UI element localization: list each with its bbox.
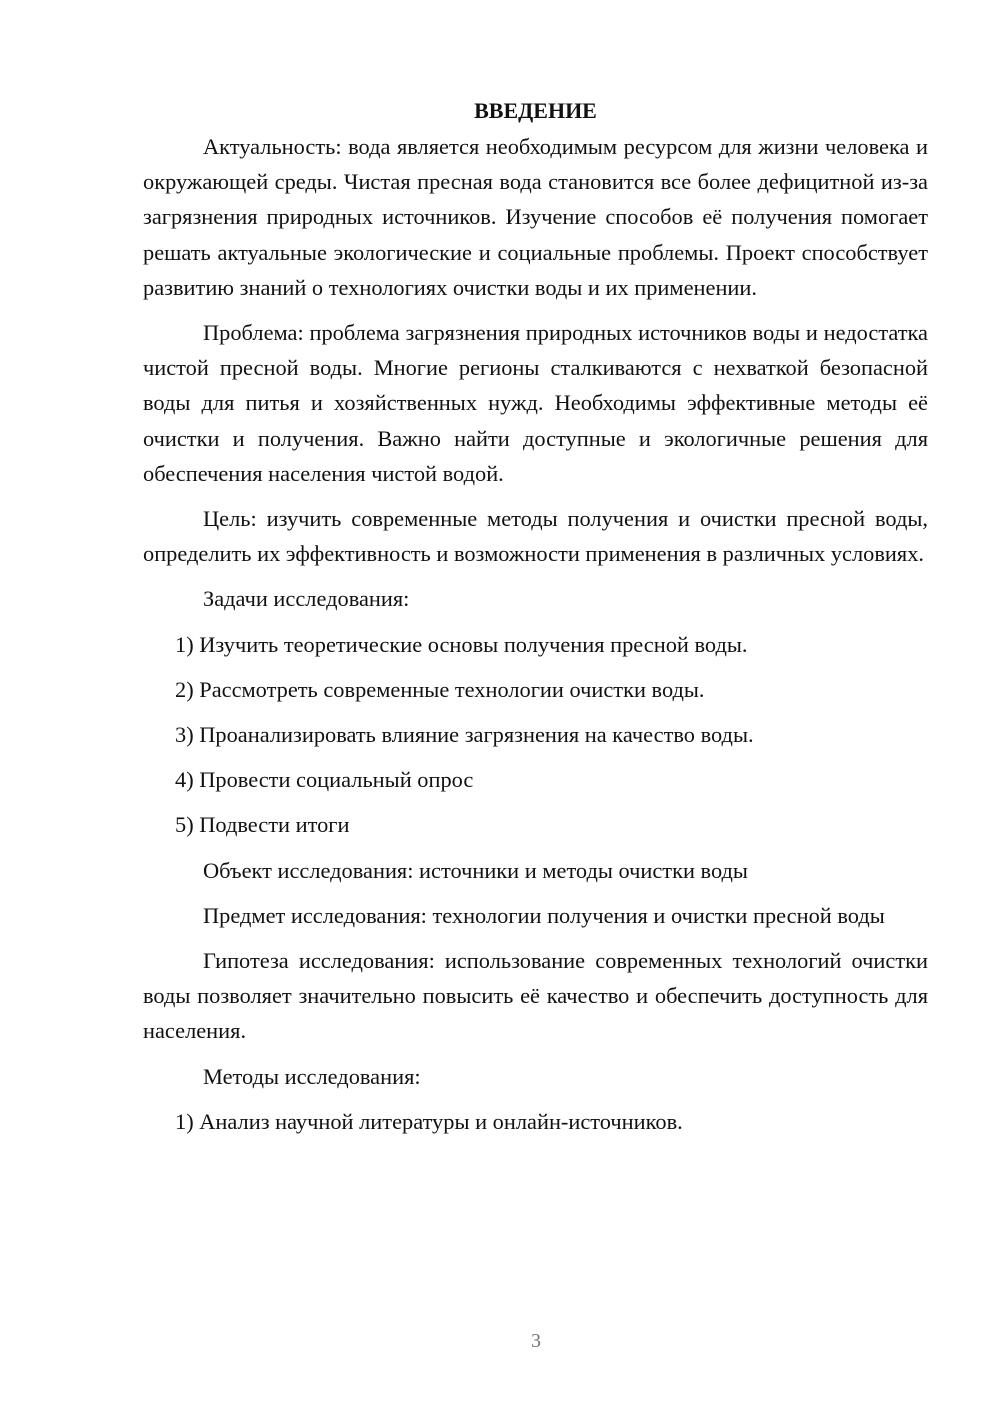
section-heading: ВВЕДЕНИЕ <box>474 98 597 123</box>
list-item: 1) Анализ научной литературы и онлайн-источников. <box>175 1108 683 1134</box>
list-item: 5) Подвести итоги <box>175 812 350 838</box>
list-item: 4) Провести социальный опрос <box>175 767 474 793</box>
relevance-paragraph: Актуальность: вода является необходимым ресурсом для жизни человека и окружающей среды. Чистая пресная вода становится все более дефицитной из-за загрязнения природных источников. Изучение способов её получения помогает решать актуальные экологические и социальные проблемы. Проект способствует развитию знаний о технологиях очистки воды и их применении. <box>143 134 928 300</box>
problem-paragraph: Проблема: проблема загрязнения природных источников воды и недостатка чистой пресной воды. Многие регионы сталкиваются с нехваткой безопасной воды для питья и хозяйственных нужд. Необходимы эффективные методы её очистки и получения. Важно найти доступные и экологичные решения для обеспечения населения чистой водой. <box>143 320 928 486</box>
tasks-label: Задачи исследования: <box>203 586 410 612</box>
document-body <box>143 93 928 1149</box>
goal-paragraph: Цель: изучить современные методы получения и очистки пресной воды, определить их эффективность и возможности применения в различных условиях. <box>143 506 928 567</box>
tasks-list <box>143 627 928 843</box>
methods-label: Методы исследования: <box>203 1063 421 1089</box>
list-item: 2) Рассмотреть современные технологии очистки воды. <box>175 676 705 702</box>
list-item: 1) Изучить теоретические основы получения пресной воды. <box>175 631 748 657</box>
object-paragraph: Объект исследования: источники и методы очистки воды <box>203 857 748 883</box>
page-number: 3 <box>531 1330 541 1352</box>
list-item: 3) Проанализировать влияние загрязнения на качество воды. <box>175 722 754 748</box>
hypothesis-paragraph: Гипотеза исследования: использование современных технологий очистки воды позволяет значительно повысить её качество и обеспечить доступность для населения. <box>143 948 928 1044</box>
subject-paragraph: Предмет исследования: технологии получения и очистки пресной воды <box>203 902 885 928</box>
methods-list <box>143 1104 928 1139</box>
